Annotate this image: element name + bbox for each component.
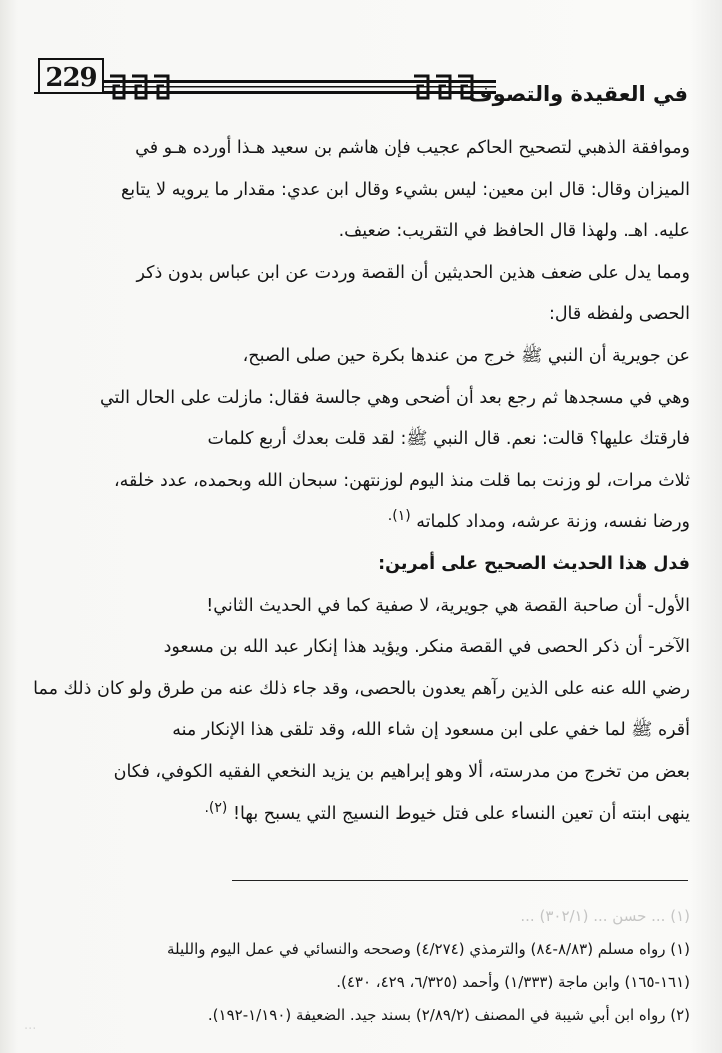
page-number-rule	[34, 92, 106, 94]
footnote-1-line-1: (١) رواه مسلم (٨/٨٣-٨٤) والترمذي (٤/٢٧٤) وصححه والنسائي في عمل اليوم والليلة	[167, 940, 690, 958]
body-line-text: ورضا نفسه، وزنة عرشه، ومداد كلماته	[416, 512, 690, 533]
body-line: رضي الله عنه على الذين رآهم يعدون بالحصى، وقد جاء ذلك عنه من طرق ولو كان ذلك مما	[33, 678, 690, 699]
section-heading: فدل هذا الحديث الصحيح على أمرين:	[378, 553, 690, 574]
body-line: وهي في مسجدها ثم رجع بعد أن أضحى وهي جالسة فقال: مازلت على الحال التي	[99, 387, 690, 408]
body-line-with-footnote	[22, 794, 690, 836]
body-text	[22, 128, 690, 835]
body-line-with-footnote	[22, 502, 690, 544]
body-line: بعض من تخرج من مدرسته، ألا وهو إبراهيم بن يزيد النخعي الفقيه الكوفي، فكان	[113, 761, 690, 782]
body-line: الحصى ولفظه قال:	[548, 304, 690, 325]
body-line: فارقتك عليها؟ قالت: نعم. قال النبي ﷺ: لقد قلت بعدك أربع كلمات	[207, 429, 690, 450]
running-head-title: في العقيدة والتصوف	[468, 82, 688, 106]
body-line: وموافقة الذهبي لتصحيح الحاكم عجيب فإن هاشم بن سعيد هـذا أورده هـو في	[135, 138, 690, 158]
footnote-bleed-through: (١) ... حسن ... (٣٠٢/١) ...	[520, 907, 690, 925]
header-ornament-border	[104, 70, 496, 106]
body-line: ومما يدل على ضعف هذين الحديثين أن القصة وردت عن ابن عباس بدون ذكر	[136, 262, 690, 283]
body-line: الآخر- أن ذكر الحصى في القصة منكر. ويؤيد هذا إنكار عبد الله بن مسعود	[163, 637, 690, 658]
body-line: الأول- أن صاحبة القصة هي جويرية، لا صفية كما في الحديث الثاني!	[206, 595, 690, 616]
body-line-text: ينهى ابنته أن تعين النساء على فتل خيوط النسيج التي يسبح بها!	[232, 803, 690, 824]
footnote-2-line-1: (٢) رواه ابن أبي شيبة في المصنف (٢/٨٩/٢) بسند جيد. الضعيفة (١/١٩٠-١٩٢).	[207, 1006, 690, 1024]
footnote-1-line-2: (١٦١-١٦٥) وابن ماجة (١/٣٣٣) وأحمد (٦/٣٢٥، ٤٢٩، ٤٣٠).	[336, 973, 690, 991]
footnote-ref-2: (٢).	[204, 799, 228, 816]
body-line: ثلاث مرات، لو وزنت بما قلت منذ اليوم لوزنتهن: سبحان الله وبحمده، عدد خلقه،	[113, 470, 690, 491]
body-line: أقره ﷺ لما خفي على ابن مسعود إن شاء الله، وقد تلقى هذا الإنكار منه	[172, 720, 690, 741]
page-number: 229	[38, 58, 104, 94]
body-line: عليه. اهـ. ولهذا قال الحافظ في التقريب: ضعيف.	[338, 221, 690, 242]
footnote-separator	[232, 880, 688, 881]
footnote-ref-1: (١).	[387, 508, 411, 525]
footnotes	[20, 900, 690, 1032]
footnote-ghost-text: ...	[24, 1018, 37, 1033]
body-line: عن جويرية أن النبي ﷺ خرج من عندها بكرة حين صلى الصبح،	[242, 345, 690, 366]
body-line: الميزان وقال: قال ابن معين: ليس بشيء وقال ابن عدي: مقدار ما يرويه لا يتابع	[120, 179, 690, 200]
